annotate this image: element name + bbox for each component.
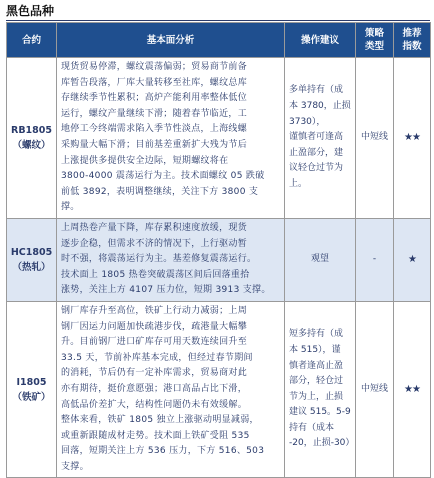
analysis-line: 整体来看，铁矿 1805 独立上涨驱动明显减弱， <box>61 415 259 426</box>
analysis-line: 地停工今终端需求陷入季节性淡点，上海线螺 <box>61 124 248 135</box>
analysis-line: 逐步企稳，但需求不济的情况下，上行驱动暂 <box>61 238 248 249</box>
contract-name: （铁矿） <box>12 391 51 403</box>
contract-cell <box>7 58 57 219</box>
strategy-type-cell: - <box>356 218 394 301</box>
header-strategy-line-1: 策略 <box>364 28 384 39</box>
advice-line: 慎者逢高止盈 <box>289 360 344 371</box>
analysis-line: 技术面上 1805 热卷突破震荡区间后回落重拾 <box>61 269 250 280</box>
analysis-line: 回落，短期关注上方 536 压力，下方 516、503 <box>61 446 265 457</box>
analysis-line: 库暂告段落，厂库大量转移至社库，螺纹总库 <box>61 77 248 88</box>
contract-code: I1805 <box>16 376 47 388</box>
advice-line: 节为上，止损 <box>289 391 344 402</box>
analysis-line: 升。目前钢厂进口矿库存可用天数连续回升至 <box>61 337 248 348</box>
table-header-row <box>7 23 431 58</box>
header-analysis: 基本面分析 <box>57 23 285 58</box>
header-advice: 操作建议 <box>285 23 356 58</box>
advice-line: 短多持有（成 <box>289 329 344 340</box>
analysis-line: 涨势，关注上方 4107 压力位，短期 3913 支撑。 <box>61 285 271 296</box>
advice-line: 持有（成本 <box>289 422 335 433</box>
title-divider <box>6 20 430 21</box>
header-rating-line-2: 指数 <box>402 41 422 52</box>
contract-cell <box>7 301 57 478</box>
analysis-cell <box>57 218 285 301</box>
header-strategy-line-2: 类型 <box>364 41 384 52</box>
analysis-line: 33.5 天，节前补库基本完成，但经过春节期间 <box>61 352 253 363</box>
analysis-line: 高低品价差扩大，结构性问题仍未有效缓解。 <box>61 399 248 410</box>
analysis-line: 现货贸易停滞，螺纹震荡偏弱；贸易商节前备 <box>61 62 248 72</box>
analysis-line: 或重新跟随成材走势。技术面上铁矿受阻 535 <box>61 430 250 441</box>
analysis-line: 上涨提供多提供安全边际，短期螺纹将在 <box>61 155 229 166</box>
header-rating <box>394 23 431 58</box>
contract-code: RB1805 <box>11 124 52 136</box>
section-title: 黑色品种 <box>6 4 55 18</box>
analysis-cell <box>57 301 285 478</box>
contract-name: （螺纹） <box>12 139 51 151</box>
black-commodities-table <box>6 22 431 478</box>
advice-line: 本 515），谨 <box>289 344 341 355</box>
advice-line: 观望 <box>310 254 329 265</box>
analysis-line: 撑。 <box>61 202 80 213</box>
analysis-line: 上周热卷产量下降，库存累积速度放缓，现货 <box>61 222 248 233</box>
contract-name: （热轧） <box>12 261 51 273</box>
analysis-line: 前低 3892，表明调整继续，关注下方 3800 支 <box>61 186 259 197</box>
analysis-line: 运行，螺纹产量继续下滑；随着春节临近，工 <box>61 108 248 119</box>
advice-line: -20，止损-30） <box>289 438 355 449</box>
advice-line: 3730）， <box>289 116 326 127</box>
rating-stars: ★★ <box>394 58 431 219</box>
strategy-type-cell: 中短线 <box>356 301 394 478</box>
advice-cell <box>285 301 356 478</box>
advice-line: 止盈部分，建 <box>289 147 344 158</box>
advice-line: 部分，轻仓过 <box>289 376 344 387</box>
analysis-line: 存继续季节性累积；高炉产能利用率整体低位 <box>61 93 248 104</box>
advice-cell <box>285 218 356 301</box>
analysis-line: 的消耗，节后仍有一定补库需求，贸易商对此 <box>61 368 248 379</box>
advice-line: 本 3780，止损 <box>289 100 351 111</box>
advice-cell <box>285 58 356 219</box>
analysis-line: 钢厂库存升至高位，铁矿上行动力减弱；上周 <box>61 305 248 316</box>
header-strategy <box>356 23 394 58</box>
analysis-line: 钢厂因运力问题加快疏港步伐，疏港量大幅攀 <box>61 321 248 332</box>
table-row-hc1805 <box>7 218 431 301</box>
table-row-rb1805 <box>7 58 431 219</box>
advice-line: 多单持有（成 <box>289 85 344 96</box>
strategy-type-cell: 中短线 <box>356 58 394 219</box>
table-row-i1805 <box>7 301 431 478</box>
analysis-line: 支撑。 <box>61 461 89 472</box>
advice-line: 建议 515。5-9 <box>289 407 351 418</box>
rating-stars: ★ <box>394 218 431 301</box>
header-contract: 合约 <box>7 23 57 58</box>
analysis-line: 亦有期待，挺价意愿强；港口高品占比下滑， <box>61 383 248 394</box>
analysis-line: 采购量大幅下滑；目前基差重新扩大残为节后 <box>61 139 248 150</box>
analysis-line: 时不强，将震荡运行为主。基差修复震荡运行。 <box>61 254 257 265</box>
header-rating-line-1: 推荐 <box>402 28 422 39</box>
advice-line: 议轻仓过节为 <box>289 163 344 174</box>
contract-code: HC1805 <box>10 246 53 258</box>
analysis-line: 3800-4000 震荡运行为主。技术面螺纹 05 跌破 <box>61 171 265 182</box>
advice-line: 上。 <box>289 178 308 189</box>
advice-line: 谨慎者可逢高 <box>289 132 344 143</box>
rating-stars: ★★ <box>394 301 431 478</box>
analysis-cell <box>57 58 285 219</box>
contract-cell <box>7 218 57 301</box>
